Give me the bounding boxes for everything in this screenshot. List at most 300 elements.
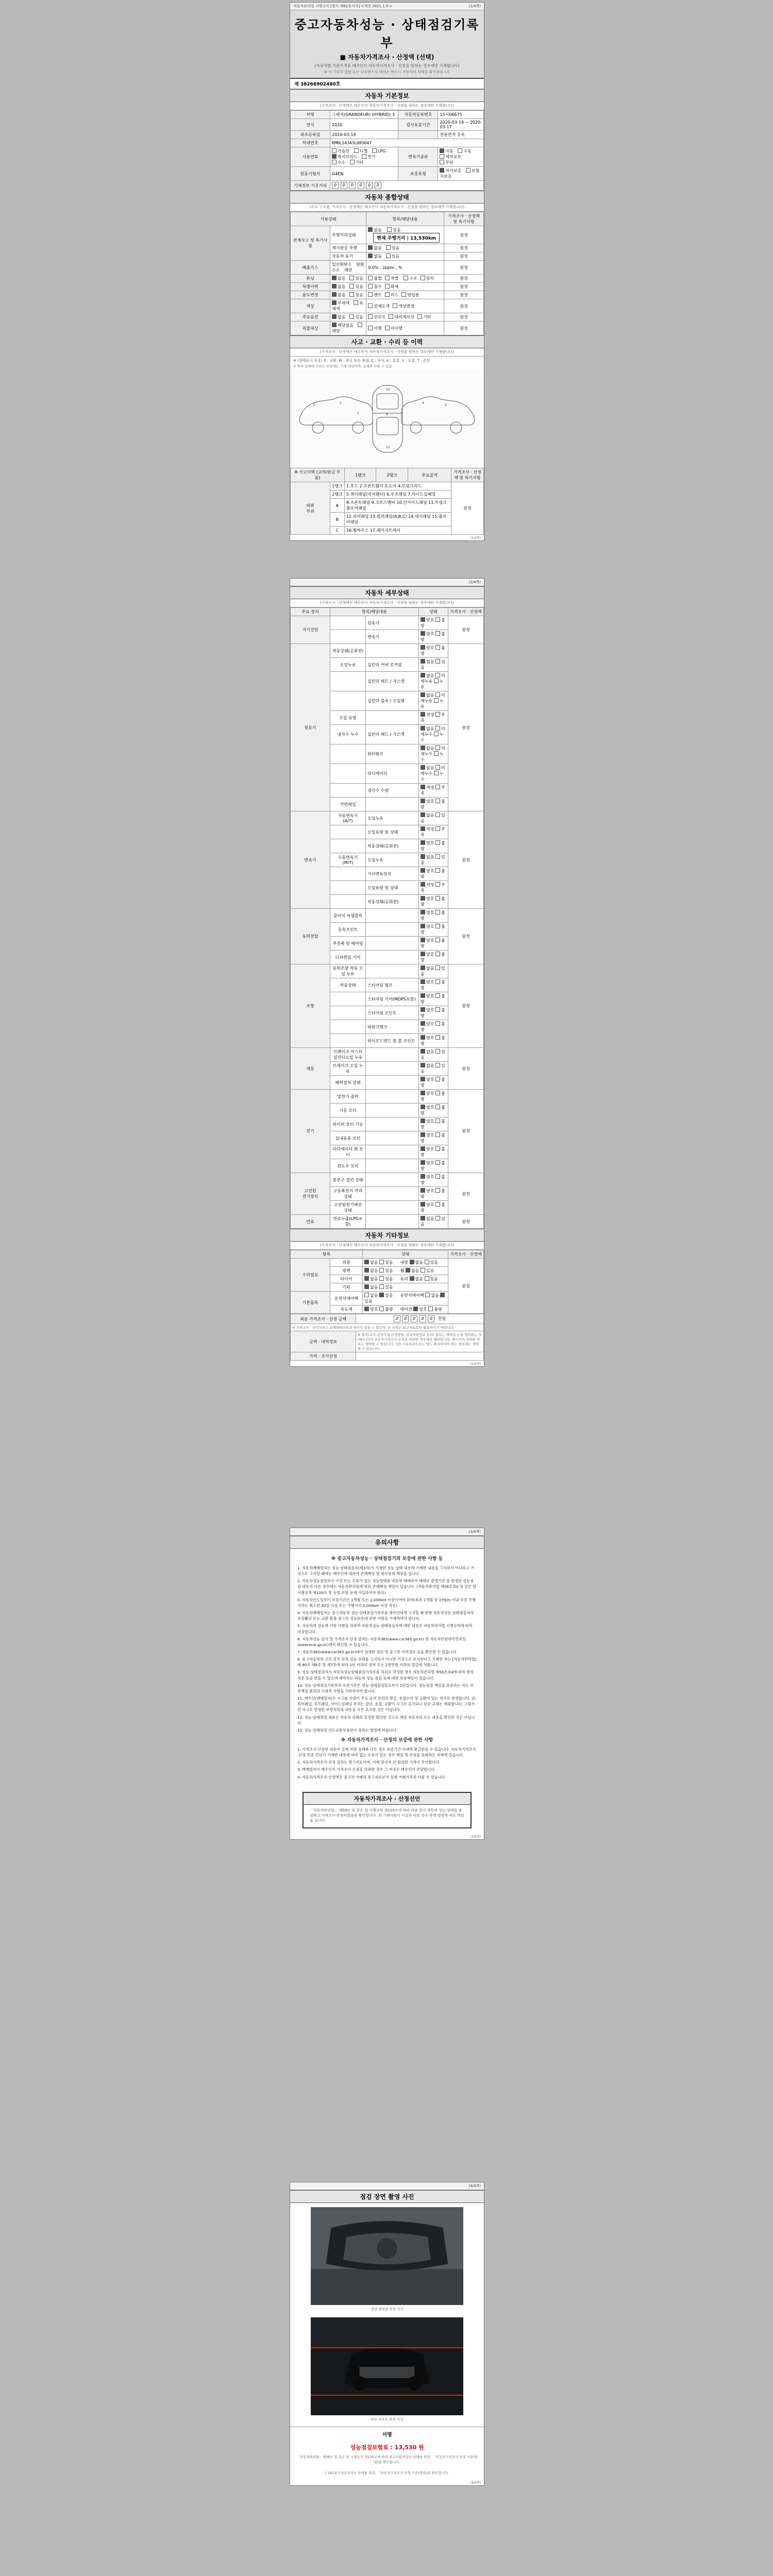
checkbox-5-0-1[interactable] <box>435 1049 440 1054</box>
detail-checks-2-0[interactable]: 없음 있음 <box>419 811 448 825</box>
checkbox-sunroof[interactable] <box>368 314 373 319</box>
checkbox-4-2-0[interactable] <box>421 993 425 998</box>
checkbox-4-5-0[interactable] <box>421 1035 425 1040</box>
detail-sub-7-2 <box>366 1201 419 1215</box>
tuning-sub[interactable]: 불법 적법 구조 장치 <box>366 275 444 283</box>
checkbox-6-3-1[interactable] <box>435 1132 440 1137</box>
checkbox-insurer-warranty[interactable] <box>466 168 470 173</box>
table-header-row <box>291 212 484 226</box>
detail-checks-0-0[interactable]: 양호 불량 <box>419 616 448 630</box>
checkbox-otherR-0-1[interactable] <box>425 1260 429 1264</box>
checkbox-option-etc[interactable] <box>417 314 422 319</box>
checkbox-2-4-0[interactable] <box>421 868 425 873</box>
checkbox-1-8-1[interactable] <box>435 785 440 789</box>
checkbox-6-3-0[interactable] <box>421 1132 425 1137</box>
checkbox-gasoline[interactable] <box>332 148 337 153</box>
checkbox-2-4-1[interactable] <box>435 868 440 873</box>
checkbox-color-change[interactable] <box>393 303 397 308</box>
checkbox-none[interactable] <box>332 284 337 289</box>
page-number-3: (3/4쪽) <box>468 1530 481 1534</box>
warranty-label: 보증유형 <box>398 167 438 181</box>
title-note: (자동차법 기준가격표 매수인이 자동차가격조사 · 산정을 원하는 경우에만 기재합니다) <box>314 63 460 68</box>
detail-checks-6-4[interactable]: 양호 불량 <box>419 1145 448 1159</box>
checkbox-3-3-1[interactable] <box>435 952 440 956</box>
usechange-check[interactable]: 없음 있음 <box>330 291 366 299</box>
color-check[interactable]: 무채색 유채색 <box>330 299 366 313</box>
detail-sub-5-1 <box>366 1062 419 1076</box>
detail-item-8-0: 연료누출(LPG포함) <box>330 1215 366 1229</box>
section-other-title: 자동차 기타정보 <box>290 1229 484 1242</box>
checkbox-hydrogen[interactable] <box>332 160 337 164</box>
checkbox-4-4-0[interactable] <box>421 1021 425 1026</box>
checkbox-achromatic[interactable] <box>332 300 337 305</box>
checkbox-4-3-0[interactable] <box>421 1007 425 1012</box>
overall-item-7-label: 색상 <box>291 299 330 313</box>
detail-checks-4-5[interactable]: 양호 불량 <box>419 1034 448 1048</box>
checkbox-cvt[interactable] <box>440 160 444 164</box>
checkbox-other-3-1[interactable] <box>379 1284 384 1289</box>
table-row <box>291 1314 484 1324</box>
checkbox-commercial[interactable] <box>401 292 406 297</box>
checkbox-electric[interactable] <box>362 154 366 159</box>
rank-3-label: B <box>330 513 345 527</box>
checkbox-3-1-0[interactable] <box>421 924 425 928</box>
checkbox-none[interactable] <box>368 245 373 250</box>
checkbox-1-2-1[interactable] <box>435 673 440 677</box>
checkbox-6-0-1[interactable] <box>435 1091 440 1095</box>
checkbox-2-5-1[interactable] <box>435 882 440 887</box>
detail-checks-1-2[interactable]: 없음 미세누유 누유 <box>419 672 448 691</box>
checkbox-1-1-0[interactable] <box>421 659 425 664</box>
notice-item: 2. 자동차성능점검자가 거짓 또는 오류가 있는 성능상태를 내용에 매매하여 매매로 발생기간 중 발생한 성능점검 내용과 다른 경우에는 자동차관리법에 따라 손해배상 책임이 있습니다. (자동차관리법 제58조의4 및 같은 법 시행규칙 제120조 및 동법 보험 등에 가입하여야 한다) <box>297 1579 477 1595</box>
detail-table <box>290 607 484 1229</box>
checkbox-1-0-0[interactable] <box>421 645 425 650</box>
checkbox-1-3-0[interactable] <box>421 692 425 697</box>
overall-item-9-label: 리콜대상 <box>291 321 330 335</box>
checkbox-other-0-0[interactable] <box>364 1260 369 1264</box>
checkbox-device[interactable] <box>421 276 425 280</box>
checkbox-other-4-0[interactable] <box>364 1293 369 1297</box>
checkbox-6-1-0[interactable] <box>421 1105 425 1109</box>
checkbox-other-2-0[interactable] <box>364 1276 369 1281</box>
other-checks-3[interactable]: 없음 있음 <box>363 1283 448 1292</box>
notice-sub-heading: ※ 자동차가격조사 · 산정의 보증에 관한 사항 <box>341 1738 433 1743</box>
other-sub-4: 운전석에어백 <box>330 1292 363 1306</box>
checkbox-navigation[interactable] <box>389 314 393 319</box>
other-checks-5[interactable]: 양호 불량 에어컨 양호 불량 <box>363 1306 448 1314</box>
other-checks-2[interactable]: 없음 있음 유리 없음 있음 <box>363 1275 448 1283</box>
checkbox-2-5-0[interactable] <box>421 882 425 887</box>
transmission-checks[interactable]: 자동 수동 세미오토 무단 <box>438 147 484 167</box>
special-sub[interactable]: 침수 화재 <box>366 283 444 291</box>
part-label: 1 <box>357 412 359 415</box>
checkbox-0-0-1[interactable] <box>435 617 440 622</box>
table-row <box>291 964 484 978</box>
detail-price-1: 원정 <box>448 644 484 811</box>
checkbox-auto[interactable] <box>440 148 444 153</box>
digit-5: 0 <box>375 182 381 189</box>
part-label: 4 <box>422 401 424 405</box>
detail-checks-2-5[interactable]: 적정 부족 <box>419 881 448 895</box>
checkbox-4-1-1[interactable] <box>435 979 440 984</box>
other-sub-5: 속도계 <box>330 1306 363 1314</box>
checkbox-4-0-1[interactable] <box>435 965 440 970</box>
checkbox-yes[interactable] <box>349 284 354 289</box>
overall-item-4-label: 튜닝 <box>291 275 330 283</box>
detail-checks-0-1[interactable]: 양호 불량 <box>419 630 448 644</box>
detail-item-4-5 <box>330 1034 366 1048</box>
page-3 <box>290 1528 484 1840</box>
checkbox-full-repaint[interactable] <box>368 303 373 308</box>
checkbox-not-applicable[interactable] <box>332 323 337 327</box>
checkbox-otherR-5-0[interactable] <box>413 1307 418 1311</box>
checkbox-7-1-1[interactable] <box>435 1188 440 1193</box>
checkbox-other-4-1[interactable] <box>379 1293 384 1297</box>
detail-item-0-1 <box>330 630 366 644</box>
detail-checks-3-2[interactable]: 양호 불량 <box>419 937 448 951</box>
recall-sub[interactable]: 이행 미이행 <box>366 321 444 335</box>
checkbox-0-1-1[interactable] <box>435 631 440 636</box>
detail-checks-6-3[interactable]: 양호 불량 <box>419 1131 448 1145</box>
checkbox-4-2-1[interactable] <box>435 993 440 998</box>
basic-value2-0: 15서06675 <box>438 111 484 119</box>
checkbox-1-1-1[interactable] <box>435 659 440 664</box>
detail-group-7: 고전원 전기장치 <box>291 1173 330 1215</box>
other-checks-1[interactable]: 없음 있음 휠 없음 있음 <box>363 1267 448 1275</box>
detail-checks-1-1[interactable]: 없음 있음 <box>419 658 448 672</box>
detail-checks-2-2[interactable]: 양호 불량 <box>419 839 448 853</box>
notice-body <box>290 1549 484 1787</box>
checkbox-yes[interactable] <box>387 227 392 232</box>
checkbox-other-1-0[interactable] <box>364 1268 369 1273</box>
footnote-1: 「자동차관리법」제58조 및 같은 법 시행규칙 제120조에 따라 중고자동차성능·상태를 점검, 「자동차가격조사·산정 기준(법령)을 확인합니다. <box>296 2455 478 2464</box>
checkbox-6-2-1[interactable] <box>435 1118 440 1123</box>
checkbox-3-0-1[interactable] <box>435 910 440 914</box>
notice-sub-item: 2. 자동차가격조사·산정 결과는 참고자료이며, 거래 당사자 간 합의한 가격이 우선합니다. <box>297 1760 441 1765</box>
checkbox-3-2-1[interactable] <box>435 938 440 942</box>
part-label: 12 <box>386 446 390 449</box>
option-sub[interactable]: 선루프 내비게이션 기타 <box>366 313 444 321</box>
checkbox-4-3-1[interactable] <box>435 1007 440 1012</box>
checkbox-other-0-1[interactable] <box>379 1260 384 1264</box>
car-diagram <box>290 370 484 468</box>
checkbox-4-5-1[interactable] <box>435 1035 440 1040</box>
total-digit-0: 0 <box>394 1315 400 1323</box>
detail-table-body <box>291 616 484 1229</box>
checkbox-none[interactable] <box>368 227 373 232</box>
table-row <box>291 482 484 490</box>
checkbox-yes[interactable] <box>349 292 354 297</box>
detail-checks-5-2[interactable]: 양호 불량 <box>419 1076 448 1090</box>
checkbox-8-0-0[interactable] <box>421 1216 425 1221</box>
detail-sub-2-0: 오일누유 <box>366 811 419 825</box>
checkbox-semi-auto[interactable] <box>440 154 444 159</box>
checkbox-unfulfilled[interactable] <box>385 326 390 330</box>
checkbox-otherR-0-0[interactable] <box>410 1260 414 1264</box>
checkbox-5-1-1[interactable] <box>435 1063 440 1067</box>
overall-check-2[interactable]: 없음 있음 <box>366 252 444 261</box>
checkbox-yes[interactable] <box>386 245 391 250</box>
checkbox-2-2-1[interactable] <box>435 840 440 845</box>
detail-checks-4-4[interactable]: 양호 불량 <box>419 1020 448 1034</box>
accident-footer-left: ※ 사고이력 (교차/판금 부품) <box>291 468 345 482</box>
digit-1: 0 <box>341 182 347 189</box>
checkbox-other-3-0[interactable] <box>364 1284 369 1289</box>
detail-sub-8-0 <box>366 1215 419 1229</box>
table-header-row <box>291 608 484 616</box>
checkbox-1-7-1[interactable] <box>435 765 440 770</box>
overall-table <box>290 212 484 335</box>
detail-checks-7-0[interactable]: 양호 불량 <box>419 1173 448 1187</box>
page-1 <box>290 2 484 541</box>
color-sub[interactable]: 전체도색 색상변경 <box>366 299 444 313</box>
checkbox-3-2-0[interactable] <box>421 938 425 942</box>
table-row <box>291 291 484 299</box>
checkbox-none[interactable] <box>332 292 337 297</box>
checkbox-otherR-4-0[interactable] <box>425 1293 430 1297</box>
checkbox-0-0-0[interactable] <box>421 617 425 622</box>
checkbox-4-4-1[interactable] <box>435 1021 440 1026</box>
checkbox-7-0-0[interactable] <box>421 1174 425 1179</box>
basic-label2-0: 자동차등록번호 <box>398 111 438 119</box>
detail-sub-4-3: 스티어링 조인트 <box>366 1006 419 1020</box>
checkbox-1-5-1[interactable] <box>435 726 440 731</box>
checkbox-fuel-etc[interactable] <box>350 160 355 164</box>
checkbox-1-5-2[interactable] <box>434 732 439 736</box>
checkbox-yes[interactable] <box>386 253 391 258</box>
detail-checks-2-6[interactable]: 양호 불량 <box>419 895 448 909</box>
checkbox-2-0-0[interactable] <box>421 812 425 817</box>
checkbox-1-6-0[interactable] <box>421 745 425 750</box>
checkbox-1-6-1[interactable] <box>435 745 440 750</box>
checkbox-lease[interactable] <box>385 292 390 297</box>
detail-checks-1-7[interactable]: 없음 미세누수 누수 <box>419 764 448 784</box>
checkbox-4-1-0[interactable] <box>421 979 425 984</box>
car-diagram-svg <box>290 370 484 468</box>
detail-checks-1-0[interactable]: 양호 불량 <box>419 644 448 658</box>
table-row <box>291 167 484 181</box>
detail-group-3: 동력전달 <box>291 909 330 964</box>
checkbox-rent[interactable] <box>368 292 373 297</box>
checkbox-other-5-0[interactable] <box>364 1307 369 1311</box>
detail-checks-1-3[interactable]: 없음 미세누유 누유 <box>419 691 448 711</box>
checkbox-1-3-2[interactable] <box>434 698 439 703</box>
checkbox-1-7-2[interactable] <box>434 771 439 775</box>
checkbox-none[interactable] <box>368 253 373 258</box>
checkbox-1-8-0[interactable] <box>421 785 425 789</box>
special-check[interactable]: 없음 있음 <box>330 283 366 291</box>
checkbox-applicable[interactable] <box>358 323 362 327</box>
detail-checks-7-2[interactable]: 양호 불량 <box>419 1201 448 1215</box>
checkbox-5-1-0[interactable] <box>421 1063 425 1067</box>
checkbox-3-0-0[interactable] <box>421 910 425 914</box>
serial-label: 제 <box>294 82 299 87</box>
detail-checks-4-1[interactable]: 양호 불량 <box>419 978 448 992</box>
detail-checks-6-2[interactable]: 양호 불량 <box>419 1117 448 1131</box>
detail-checks-6-5[interactable]: 양호 불량 <box>419 1159 448 1173</box>
detail-checks-7-1[interactable]: 양호 불량 <box>419 1187 448 1201</box>
checkbox-yes[interactable] <box>349 314 354 319</box>
transmission-label: 변속기종류 <box>398 147 438 167</box>
checkbox-2-3-1[interactable] <box>435 854 440 859</box>
checkbox-fulfilled[interactable] <box>368 326 373 330</box>
checkbox-7-2-1[interactable] <box>435 1202 440 1207</box>
detail-sub-4-0 <box>366 964 419 978</box>
detail-checks-4-2[interactable]: 양호 불량 <box>419 992 448 1006</box>
detail-checks-5-0[interactable]: 없음 있음 <box>419 1048 448 1062</box>
checkbox-8-0-1[interactable] <box>435 1216 440 1221</box>
checkbox-1-7-0[interactable] <box>421 765 425 770</box>
detail-checks-2-4[interactable]: 양호 불량 <box>419 867 448 881</box>
checkbox-manual[interactable] <box>458 148 462 153</box>
notice-item: 7. 자동차365(www.car365.go.kr)에서 상세한 정보 및 중고차 이력정보 등을 확인할 수 있습니다. <box>297 1649 458 1654</box>
notice-item: 12. 성능·상태점검 내용은 자동차 상태의 일정한 확인한 것으로 해당 자동차의 모든 내용을 확인한 것은 아닙니다. <box>297 1715 475 1725</box>
notice-item: 3. 자동차인도일부터 보증기간은 1개월 또는 2,000km 이상이어야 하며(최초 1개월 및 2천km 이내 보증 주행거리는 최소한 30일 이상 또는 주행거리 2,000km 이상 적용) <box>297 1597 476 1608</box>
detail-sub-2-1: 오일유량 및 상태 <box>366 825 419 839</box>
fuel-checks[interactable]: 가솔린 디젤 LPG 하이브리드 전기 수소 기타 <box>330 147 398 167</box>
detail-checks-3-0[interactable]: 양호 불량 <box>419 909 448 923</box>
total-note: ※ 가격조사 · 산정가격은 실제매매가격과 차이가 있을 수 있으며, 본 금액은 참고자료로만 활용하시기 바랍니다. <box>291 1324 484 1331</box>
detail-checks-3-3[interactable]: 양호 불량 <box>419 951 448 964</box>
checkbox-2-1-0[interactable] <box>421 826 425 831</box>
detail-sub-3-1 <box>366 923 419 937</box>
checkbox-illegal[interactable] <box>368 276 373 280</box>
warranty-checks[interactable]: 자가보증 보험사보증 <box>438 167 484 181</box>
checkbox-1-5-0[interactable] <box>421 726 425 731</box>
overall-price-8: 원정 <box>444 313 484 321</box>
notice-item: 9. 성능·상태점검자가 자동차성능상태점검기록부를 허위로 작성한 경우 자동차관리법 제58조의4에 따라 행정처분 등을 받을 수 있으며 제작자는 자동차 성능 점검 등에 대한 보증책임이 있습니다. <box>297 1670 474 1681</box>
checkbox-2-3-0[interactable] <box>421 854 425 859</box>
detail-item-4-1: 작동상태 <box>330 978 366 992</box>
checkbox-6-5-0[interactable] <box>421 1160 425 1165</box>
rank-1-label: 2랭크 <box>330 490 345 499</box>
detail-checks-1-6[interactable]: 없음 미세누수 누수 <box>419 744 448 764</box>
detail-checks-4-3[interactable]: 양호 불량 <box>419 1006 448 1020</box>
checkbox-1-4-1[interactable] <box>435 712 440 717</box>
checkbox-other-1-1[interactable] <box>379 1268 384 1273</box>
checkbox-structure[interactable] <box>404 276 408 280</box>
checkbox-1-9-0[interactable] <box>421 799 425 803</box>
overall-item-8-label: 주요옵션 <box>291 313 330 321</box>
checkbox-1-3-1[interactable] <box>435 692 440 697</box>
detail-checks-1-4[interactable]: 적정 부족 <box>419 711 448 725</box>
checkbox-otherR-2-1[interactable] <box>425 1276 429 1281</box>
checkbox-5-2-1[interactable] <box>435 1077 440 1081</box>
checkbox-6-1-1[interactable] <box>435 1105 440 1109</box>
checkbox-1-6-2[interactable] <box>434 751 439 756</box>
checkbox-2-0-1[interactable] <box>435 812 440 817</box>
table-row <box>291 119 484 131</box>
checkbox-diesel[interactable] <box>354 148 359 153</box>
overall-check-1[interactable]: 없음 있음 <box>366 244 444 252</box>
detail-checks-3-1[interactable]: 양호 불량 <box>419 923 448 937</box>
checkbox-self-warranty[interactable] <box>440 168 444 173</box>
checkbox-fire[interactable] <box>385 284 390 289</box>
checkbox-3-1-1[interactable] <box>435 924 440 928</box>
checkbox-1-2-0[interactable] <box>421 673 425 677</box>
detail-checks-1-9[interactable]: 양호 불량 <box>419 798 448 811</box>
checkbox-2-6-1[interactable] <box>435 896 440 901</box>
checkbox-other-5-1[interactable] <box>379 1307 384 1311</box>
checkbox-3-3-0[interactable] <box>421 952 425 956</box>
checkbox-2-1-1[interactable] <box>435 826 440 831</box>
checkbox-lpg[interactable] <box>372 148 377 153</box>
table-row <box>291 1331 484 1352</box>
checkbox-legal[interactable] <box>385 276 390 280</box>
detail-item-3-2: 추진축 및 베어링 <box>330 937 366 951</box>
table-row <box>291 299 484 313</box>
checkbox-1-4-0[interactable] <box>421 712 425 717</box>
checkbox-1-2-2[interactable] <box>434 679 439 683</box>
option-check[interactable]: 없음 있음 <box>330 313 366 321</box>
usechange-sub[interactable]: 렌트 리스 영업용 <box>366 291 444 299</box>
detail-checks-5-1[interactable]: 없음 있음 <box>419 1062 448 1076</box>
checkbox-2-6-0[interactable] <box>421 896 425 901</box>
detail-checks-8-0[interactable]: 없음 있음 <box>419 1215 448 1229</box>
total-digit-4: 0 <box>428 1315 434 1323</box>
form-header-2 <box>290 579 484 586</box>
rank-4-label: C <box>330 527 345 535</box>
checkbox-none[interactable] <box>332 276 337 280</box>
checkbox-otherR-5-1[interactable] <box>428 1307 433 1311</box>
checkbox-other-2-1[interactable] <box>379 1276 384 1281</box>
checkbox-otherR-1-1[interactable] <box>421 1268 425 1273</box>
detail-item-4-4 <box>330 1020 366 1034</box>
checkbox-chromatic[interactable] <box>354 300 358 305</box>
checkbox-6-0-0[interactable] <box>421 1091 425 1095</box>
checkbox-0-1-0[interactable] <box>421 631 425 636</box>
checkbox-1-0-1[interactable] <box>435 645 440 650</box>
checkbox-1-9-1[interactable] <box>435 799 440 803</box>
checkbox-6-2-0[interactable] <box>421 1118 425 1123</box>
checkbox-7-1-0[interactable] <box>421 1188 425 1193</box>
checkbox-5-2-0[interactable] <box>421 1077 425 1081</box>
checkbox-6-4-1[interactable] <box>435 1146 440 1151</box>
checkbox-4-0-0[interactable] <box>421 965 425 970</box>
detail-sub-1-7: 라디에이터 <box>366 764 419 784</box>
checkbox-7-0-1[interactable] <box>435 1174 440 1179</box>
checkbox-yes[interactable] <box>349 276 354 280</box>
recall-check[interactable]: 해당없음해당 <box>330 321 366 335</box>
detail-checks-1-5[interactable]: 없음 미세누수 누수 <box>419 725 448 744</box>
other-checks-4[interactable]: 없음 있음 동반석에어백 없음 있음 <box>363 1292 448 1306</box>
detail-checks-2-1[interactable]: 적정 부족 <box>419 825 448 839</box>
detail-checks-6-0[interactable]: 양호 불량 <box>419 1090 448 1104</box>
checkbox-5-0-0[interactable] <box>421 1049 425 1054</box>
checkbox-none[interactable] <box>332 314 337 319</box>
checkbox-flood[interactable] <box>368 284 373 289</box>
detail-checks-2-3[interactable]: 없음 있음 <box>419 853 448 867</box>
checkbox-6-5-1[interactable] <box>435 1160 440 1165</box>
checkbox-6-4-0[interactable] <box>421 1146 425 1151</box>
checkbox-otherR-4-1[interactable] <box>440 1293 445 1297</box>
detail-checks-4-0[interactable]: 없음 있음 <box>419 964 448 978</box>
other-sub-1: 광택 <box>330 1267 363 1275</box>
checkbox-2-2-0[interactable] <box>421 840 425 845</box>
page-1-footer: (1/4쪽) <box>470 536 481 540</box>
detail-checks-1-8[interactable]: 적정 부족 <box>419 784 448 798</box>
tuning-check[interactable]: 없음 있음 <box>330 275 366 283</box>
other-checks-0[interactable]: 없음 있음 내장 없음 있음 <box>363 1259 448 1267</box>
detail-item-1-1: 오일누유 <box>330 658 366 672</box>
detail-checks-6-1[interactable]: 양호 불량 <box>419 1104 448 1117</box>
checkbox-otherR-1-0[interactable] <box>406 1268 410 1273</box>
overall-check-0[interactable]: 없음 있음 현재 주행거리 | 13,530km <box>366 226 444 244</box>
checkbox-otherR-2-0[interactable] <box>410 1276 414 1281</box>
detail-item-1-6 <box>330 744 366 764</box>
checkbox-7-2-0[interactable] <box>421 1202 425 1207</box>
checkbox-hybrid[interactable] <box>332 154 337 159</box>
